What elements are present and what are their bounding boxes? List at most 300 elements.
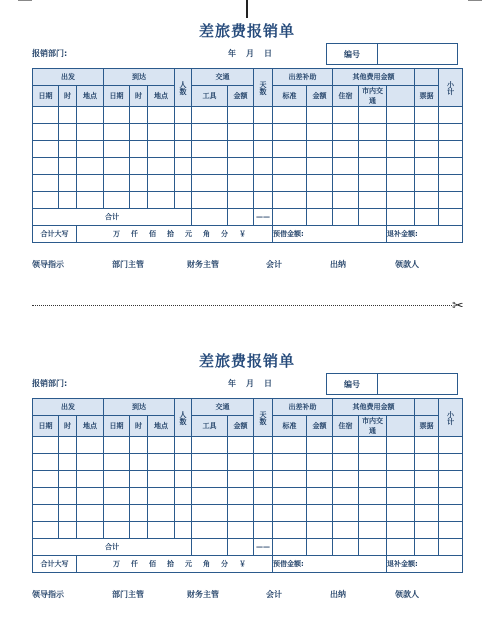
table-row (33, 192, 463, 209)
table-cell[interactable] (175, 437, 192, 454)
table-cell[interactable] (307, 158, 333, 175)
table-cell[interactable] (130, 124, 148, 141)
corner-mark-right (468, 0, 482, 1)
table-cell[interactable] (228, 141, 254, 158)
table-cell[interactable] (175, 141, 192, 158)
table-cell[interactable] (59, 454, 77, 471)
table-cell[interactable] (273, 505, 307, 522)
capital-unit: 万 (113, 230, 120, 238)
table-cell[interactable] (33, 124, 59, 141)
table-cell[interactable] (77, 141, 104, 158)
table-cell[interactable] (175, 505, 192, 522)
table-cell[interactable] (33, 505, 59, 522)
table-cell[interactable] (387, 107, 415, 124)
table-cell[interactable] (439, 437, 463, 454)
date-day: 日 (264, 49, 272, 58)
table-row (33, 124, 463, 141)
total-row (33, 209, 463, 226)
table-cell[interactable] (307, 437, 333, 454)
table-cell[interactable] (77, 107, 104, 124)
table-cell[interactable] (33, 522, 59, 539)
table-cell[interactable] (59, 437, 77, 454)
table-cell[interactable] (333, 454, 359, 471)
table-cell[interactable] (387, 471, 415, 488)
table-cell[interactable] (228, 107, 254, 124)
table-cell[interactable] (33, 107, 59, 124)
sub-date: 日期 (104, 86, 130, 107)
capital-unit: 拾 (167, 230, 174, 238)
table-cell[interactable] (148, 488, 175, 505)
capital-unit: 万 (113, 560, 120, 568)
table-cell[interactable] (130, 175, 148, 192)
number-box (326, 43, 458, 65)
table-cell[interactable] (33, 488, 59, 505)
table-cell[interactable] (175, 158, 192, 175)
table-cell[interactable] (192, 175, 228, 192)
dept-label: 报销部门: (32, 379, 68, 388)
capital-unit: ￥ (239, 560, 246, 568)
table-cell[interactable] (192, 488, 228, 505)
table-cell[interactable] (333, 141, 359, 158)
table-cell[interactable] (228, 124, 254, 141)
table-cell[interactable] (254, 124, 273, 141)
table-cell[interactable] (273, 437, 307, 454)
sub-place: 地点 (77, 86, 104, 107)
table-cell[interactable] (307, 141, 333, 158)
signature-label: 部门主管 (112, 590, 144, 599)
table-cell[interactable] (104, 141, 130, 158)
table-cell[interactable] (59, 522, 77, 539)
table-cell[interactable] (415, 107, 439, 124)
table-cell[interactable] (415, 124, 439, 141)
hdr-depart: 出发 (33, 69, 104, 86)
table-cell[interactable] (439, 488, 463, 505)
table-cell[interactable] (148, 124, 175, 141)
capital-unit: 分 (221, 230, 228, 238)
table-cell[interactable] (254, 141, 273, 158)
table-cell[interactable] (104, 437, 130, 454)
sub-amount: 金额 (228, 86, 254, 107)
capital-units[interactable] (77, 226, 273, 243)
expense-form-bottom (32, 350, 462, 600)
table-cell[interactable] (387, 488, 415, 505)
table-cell[interactable] (175, 192, 192, 209)
table-cell[interactable] (439, 158, 463, 175)
total-cell[interactable] (439, 209, 463, 226)
expense-table (32, 398, 463, 573)
table-cell[interactable] (387, 175, 415, 192)
table-cell[interactable] (307, 454, 333, 471)
table-cell[interactable] (359, 488, 387, 505)
total-cell[interactable] (228, 209, 254, 226)
table-cell[interactable] (387, 141, 415, 158)
table-cell[interactable] (387, 522, 415, 539)
table-cell[interactable] (254, 454, 273, 471)
advance-label[interactable]: 预借金额: (273, 226, 387, 243)
table-cell[interactable] (439, 505, 463, 522)
table-cell[interactable] (77, 175, 104, 192)
signature-label: 会计 (266, 260, 282, 269)
table-cell[interactable] (192, 437, 228, 454)
table-cell[interactable] (333, 107, 359, 124)
table-cell[interactable] (439, 471, 463, 488)
table-cell[interactable] (228, 158, 254, 175)
table-cell[interactable] (307, 175, 333, 192)
table-cell[interactable] (415, 488, 439, 505)
table-cell[interactable] (59, 158, 77, 175)
table-cell[interactable] (130, 505, 148, 522)
table-cell[interactable] (359, 175, 387, 192)
table-cell[interactable] (359, 141, 387, 158)
table-cell[interactable] (130, 158, 148, 175)
table-cell[interactable] (59, 175, 77, 192)
table-cell[interactable] (228, 488, 254, 505)
total-cell[interactable] (333, 209, 359, 226)
table-cell[interactable] (77, 158, 104, 175)
total-cell[interactable] (307, 539, 333, 556)
table-cell[interactable] (387, 124, 415, 141)
form-title: 差旅费报销单 (198, 352, 295, 370)
signature-label: 财务主管 (187, 590, 219, 599)
table-cell[interactable] (192, 522, 228, 539)
table-cell[interactable] (359, 454, 387, 471)
table-cell[interactable] (415, 522, 439, 539)
table-cell[interactable] (104, 107, 130, 124)
total-cell[interactable] (387, 539, 415, 556)
table-cell[interactable] (439, 175, 463, 192)
table-cell[interactable] (175, 175, 192, 192)
hdr-blank (415, 69, 439, 86)
table-cell[interactable] (148, 192, 175, 209)
table-row (33, 505, 463, 522)
hdr-days: 天数 (254, 399, 273, 437)
table-cell[interactable] (333, 437, 359, 454)
capital-unit: ￥ (239, 230, 246, 238)
hdr-arrive: 到达 (104, 399, 175, 416)
total-cell[interactable] (359, 539, 387, 556)
table-cell[interactable] (228, 505, 254, 522)
table-cell[interactable] (33, 158, 59, 175)
table-cell[interactable] (254, 522, 273, 539)
table-cell[interactable] (148, 522, 175, 539)
hdr-arrive: 到达 (104, 69, 175, 86)
capital-unit: 仟 (131, 230, 138, 238)
table-cell[interactable] (228, 471, 254, 488)
total-cell[interactable] (192, 209, 228, 226)
sub-place: 地点 (148, 416, 175, 437)
total-label: 合计 (33, 539, 192, 556)
table-cell[interactable] (148, 471, 175, 488)
table-cell[interactable] (33, 471, 59, 488)
table-cell[interactable] (33, 437, 59, 454)
sub-place: 地点 (77, 416, 104, 437)
table-cell[interactable] (77, 488, 104, 505)
table-cell[interactable] (148, 158, 175, 175)
total-cell[interactable] (387, 209, 415, 226)
table-cell[interactable] (33, 454, 59, 471)
table-cell[interactable] (333, 175, 359, 192)
hdr-allowance: 出差补助 (273, 399, 333, 416)
table-cell[interactable] (192, 505, 228, 522)
table-row (33, 454, 463, 471)
table-cell[interactable] (415, 505, 439, 522)
table-cell[interactable] (439, 522, 463, 539)
table-cell[interactable] (254, 175, 273, 192)
capital-unit: 佰 (149, 230, 156, 238)
table-cell[interactable] (359, 505, 387, 522)
total-cell[interactable] (228, 539, 254, 556)
expense-table (32, 68, 463, 243)
table-cell[interactable] (254, 158, 273, 175)
table-cell[interactable] (254, 505, 273, 522)
number-box (326, 373, 458, 395)
table-cell[interactable] (148, 505, 175, 522)
table-cell[interactable] (59, 141, 77, 158)
table-cell[interactable] (439, 141, 463, 158)
table-cell[interactable] (130, 437, 148, 454)
table-cell[interactable] (387, 192, 415, 209)
table-cell[interactable] (104, 192, 130, 209)
table-cell[interactable] (333, 158, 359, 175)
number-field[interactable] (378, 374, 457, 394)
table-cell[interactable] (175, 488, 192, 505)
table-cell[interactable] (254, 437, 273, 454)
table-row (33, 522, 463, 539)
capital-unit: 仟 (131, 560, 138, 568)
table-cell[interactable] (59, 107, 77, 124)
table-cell[interactable] (228, 437, 254, 454)
sub-date: 日期 (33, 86, 59, 107)
table-cell[interactable] (307, 107, 333, 124)
table-cell[interactable] (273, 488, 307, 505)
table-cell[interactable] (273, 454, 307, 471)
table-cell[interactable] (104, 505, 130, 522)
advance-label[interactable]: 预借金额: (273, 556, 387, 573)
table-cell[interactable] (415, 437, 439, 454)
table-cell[interactable] (387, 158, 415, 175)
table-cell[interactable] (33, 175, 59, 192)
table-cell[interactable] (104, 488, 130, 505)
total-cell[interactable] (273, 539, 307, 556)
table-cell[interactable] (359, 107, 387, 124)
capital-unit: 角 (203, 230, 210, 238)
table-cell[interactable] (59, 471, 77, 488)
table-cell[interactable] (439, 124, 463, 141)
capital-unit: 元 (185, 560, 192, 568)
capital-row (33, 556, 463, 573)
table-cell[interactable] (273, 522, 307, 539)
table-cell[interactable] (387, 437, 415, 454)
table-cell[interactable] (415, 175, 439, 192)
table-cell[interactable] (192, 107, 228, 124)
table-cell[interactable] (273, 192, 307, 209)
table-cell[interactable] (192, 454, 228, 471)
table-cell[interactable] (175, 522, 192, 539)
capital-units[interactable] (77, 556, 273, 573)
table-cell[interactable] (439, 107, 463, 124)
table-cell[interactable] (273, 175, 307, 192)
table-cell[interactable] (359, 192, 387, 209)
table-cell[interactable] (228, 522, 254, 539)
header-row-1 (33, 399, 463, 416)
table-cell[interactable] (254, 488, 273, 505)
table-cell[interactable] (175, 454, 192, 471)
table-cell[interactable] (254, 107, 273, 124)
table-cell[interactable] (439, 192, 463, 209)
table-cell[interactable] (333, 505, 359, 522)
table-cell[interactable] (192, 141, 228, 158)
table-cell[interactable] (415, 192, 439, 209)
total-cell[interactable] (192, 539, 228, 556)
table-cell[interactable] (104, 522, 130, 539)
total-cell[interactable] (415, 539, 439, 556)
table-cell[interactable] (192, 192, 228, 209)
signature-label: 出纳 (330, 590, 346, 599)
table-cell[interactable] (192, 158, 228, 175)
table-cell[interactable] (148, 141, 175, 158)
table-cell[interactable] (77, 522, 104, 539)
table-cell[interactable] (130, 522, 148, 539)
capital-label: 合计大写 (33, 556, 77, 573)
table-cell[interactable] (415, 454, 439, 471)
number-label: 编号 (327, 44, 378, 64)
table-cell[interactable] (415, 141, 439, 158)
table-cell[interactable] (307, 124, 333, 141)
table-cell[interactable] (77, 505, 104, 522)
total-cell[interactable] (307, 209, 333, 226)
table-cell[interactable] (192, 471, 228, 488)
table-cell[interactable] (104, 454, 130, 471)
table-cell[interactable] (273, 471, 307, 488)
table-cell[interactable] (307, 522, 333, 539)
table-cell[interactable] (333, 471, 359, 488)
table-cell[interactable] (175, 107, 192, 124)
table-cell[interactable] (307, 488, 333, 505)
table-cell[interactable] (228, 192, 254, 209)
table-cell[interactable] (130, 488, 148, 505)
table-row (33, 158, 463, 175)
table-cell[interactable] (59, 488, 77, 505)
table-cell[interactable] (59, 192, 77, 209)
table-cell[interactable] (104, 175, 130, 192)
date-month: 月 (246, 379, 254, 388)
date-day: 日 (264, 379, 272, 388)
hdr-people: 人数 (175, 399, 192, 437)
capital-unit: 拾 (167, 560, 174, 568)
capital-unit: 佰 (149, 560, 156, 568)
table-cell[interactable] (387, 454, 415, 471)
table-cell[interactable] (307, 192, 333, 209)
number-field[interactable] (378, 44, 457, 64)
signature-label: 部门主管 (112, 260, 144, 269)
table-cell[interactable] (130, 141, 148, 158)
crop-mark (246, 0, 248, 18)
table-cell[interactable] (77, 192, 104, 209)
hdr-other-fees: 其他费用金额 (333, 399, 415, 416)
table-cell[interactable] (254, 192, 273, 209)
sub-tool: 工具 (192, 416, 228, 437)
table-cell[interactable] (359, 522, 387, 539)
sub-lodging: 住宿 (333, 86, 359, 107)
table-cell[interactable] (387, 505, 415, 522)
table-cell[interactable] (130, 107, 148, 124)
table-cell[interactable] (273, 124, 307, 141)
total-dash: —— (254, 539, 273, 556)
table-cell[interactable] (175, 471, 192, 488)
table-cell[interactable] (333, 124, 359, 141)
refund-label[interactable]: 退补金额: (387, 226, 463, 243)
table-cell[interactable] (333, 488, 359, 505)
table-cell[interactable] (148, 437, 175, 454)
date-year: 年 (228, 379, 236, 388)
header-row-2 (33, 416, 463, 437)
signature-label: 财务主管 (187, 260, 219, 269)
table-cell[interactable] (77, 454, 104, 471)
table-cell[interactable] (273, 107, 307, 124)
table-cell[interactable] (333, 522, 359, 539)
table-cell[interactable] (59, 124, 77, 141)
table-cell[interactable] (359, 437, 387, 454)
table-cell[interactable] (130, 454, 148, 471)
table-cell[interactable] (273, 141, 307, 158)
table-cell[interactable] (77, 437, 104, 454)
total-cell[interactable] (439, 539, 463, 556)
table-cell[interactable] (104, 158, 130, 175)
signature-label: 领导指示 (32, 260, 64, 269)
signature-label: 出纳 (330, 260, 346, 269)
table-cell[interactable] (130, 192, 148, 209)
table-cell[interactable] (148, 175, 175, 192)
table-cell[interactable] (33, 141, 59, 158)
table-cell[interactable] (130, 471, 148, 488)
table-cell[interactable] (415, 471, 439, 488)
table-cell[interactable] (59, 505, 77, 522)
hdr-days: 天数 (254, 69, 273, 107)
refund-label[interactable]: 退补金额: (387, 556, 463, 573)
table-cell[interactable] (148, 454, 175, 471)
table-cell[interactable] (273, 158, 307, 175)
table-cell[interactable] (148, 107, 175, 124)
hdr-people: 人数 (175, 69, 192, 107)
table-cell[interactable] (228, 454, 254, 471)
table-cell[interactable] (228, 175, 254, 192)
table-cell[interactable] (77, 124, 104, 141)
table-cell[interactable] (175, 124, 192, 141)
table-cell[interactable] (307, 505, 333, 522)
sub-time: 时 (130, 416, 148, 437)
table-cell[interactable] (307, 471, 333, 488)
table-cell[interactable] (104, 124, 130, 141)
total-cell[interactable] (333, 539, 359, 556)
table-cell[interactable] (439, 454, 463, 471)
sub-date: 日期 (33, 416, 59, 437)
total-cell[interactable] (415, 209, 439, 226)
table-cell[interactable] (254, 471, 273, 488)
table-cell[interactable] (333, 192, 359, 209)
sub-receipts: 票据 (415, 86, 439, 107)
table-cell[interactable] (33, 192, 59, 209)
total-cell[interactable] (359, 209, 387, 226)
total-cell[interactable] (273, 209, 307, 226)
capital-unit: 分 (221, 560, 228, 568)
table-cell[interactable] (415, 158, 439, 175)
table-cell[interactable] (77, 471, 104, 488)
table-cell[interactable] (104, 471, 130, 488)
table-cell[interactable] (359, 124, 387, 141)
table-cell[interactable] (359, 158, 387, 175)
table-cell[interactable] (192, 124, 228, 141)
table-cell[interactable] (359, 471, 387, 488)
